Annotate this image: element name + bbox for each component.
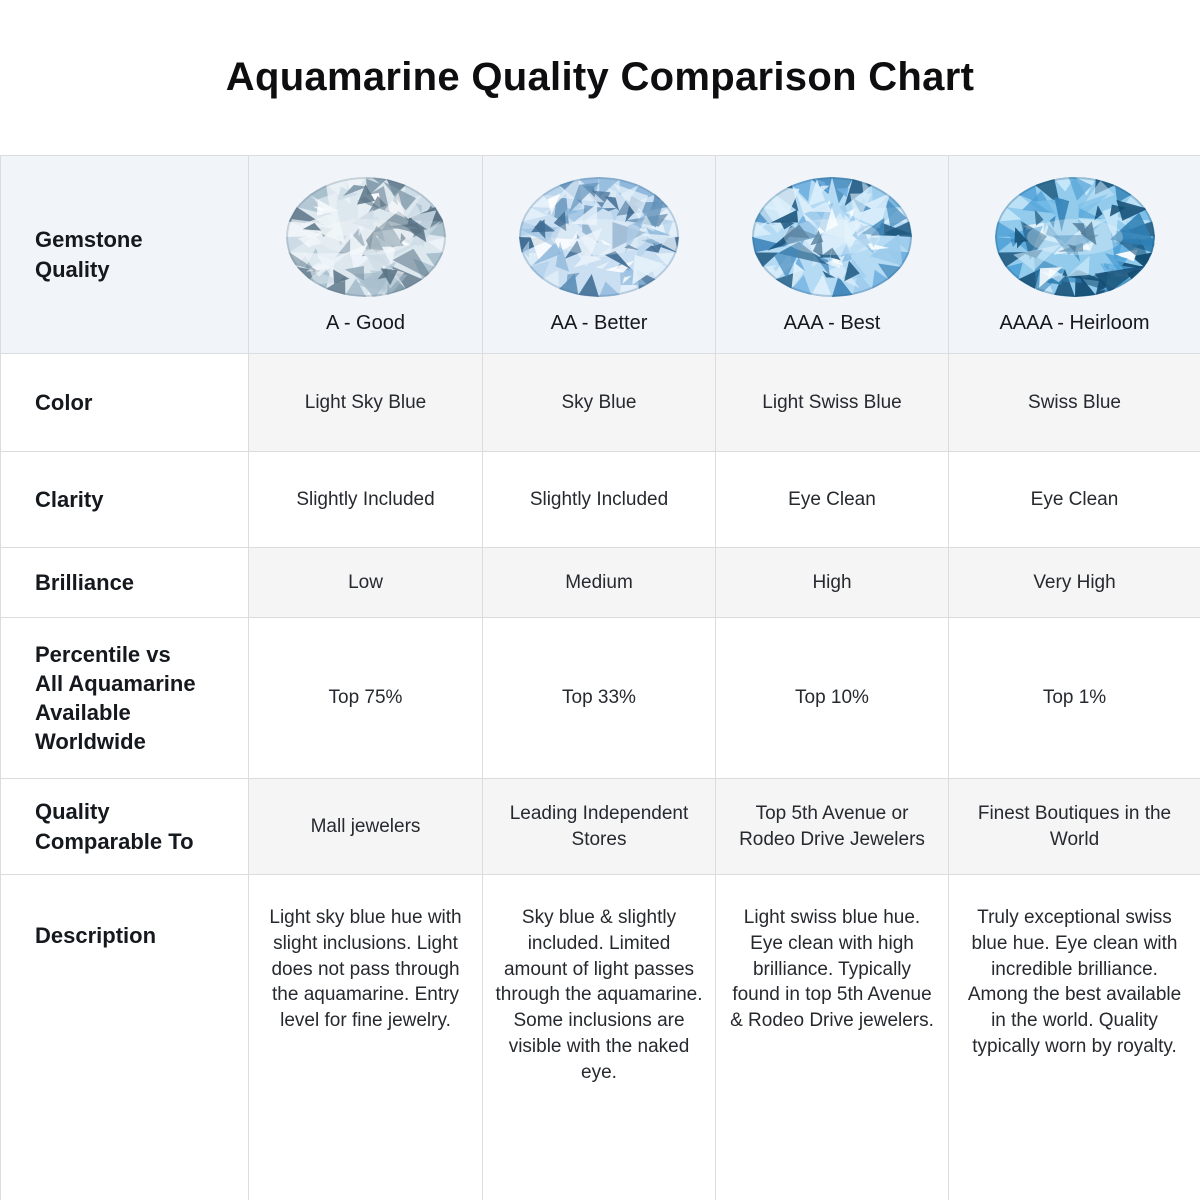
grade-column-aaaa — [949, 156, 1200, 354]
cell-color-aaa: Light Swiss Blue — [716, 354, 949, 452]
row-label-color: Color — [1, 354, 249, 452]
row-label-comparable: Quality Comparable To — [1, 779, 249, 875]
corner-label: Gemstone Quality — [1, 156, 249, 354]
cell-description-aaa: Light swiss blue hue. Eye clean with high brilliance. Typically found in top 5th Avenue & Rodeo Drive jewelers. — [716, 875, 949, 1200]
cell-brilliance-aa: Medium — [483, 548, 716, 618]
cell-comparable-aaaa: Finest Boutiques in the World — [949, 779, 1200, 875]
row-label-brilliance: Brilliance — [1, 548, 249, 618]
title-band — [0, 0, 1200, 155]
cell-percentile-aa: Top 33% — [483, 618, 716, 779]
grade-column-aaa — [716, 156, 949, 354]
cell-color-a: Light Sky Blue — [249, 354, 483, 452]
cell-clarity-a: Slightly Included — [249, 452, 483, 548]
cell-brilliance-aaaa: Very High — [949, 548, 1200, 618]
cell-comparable-a: Mall jewelers — [249, 779, 483, 875]
page-title: Aquamarine Quality Comparison Chart — [225, 55, 975, 99]
aquamarine-gem-image-aa — [517, 175, 681, 299]
cell-clarity-aa: Slightly Included — [483, 452, 716, 548]
cell-color-aaaa: Swiss Blue — [949, 354, 1200, 452]
grade-column-a — [249, 156, 483, 354]
grade-label-aa: AA - Better — [550, 311, 648, 334]
cell-description-aa: Sky blue & slightly included. Limited amount of light passes through the aquamarine. Some inclusions are visible with the naked eye. — [483, 875, 716, 1200]
cell-color-aa: Sky Blue — [483, 354, 716, 452]
cell-percentile-aaa: Top 10% — [716, 618, 949, 779]
cell-clarity-aaa: Eye Clean — [716, 452, 949, 548]
row-label-description: Description — [1, 875, 249, 1200]
cell-comparable-aa: Leading Independent Stores — [483, 779, 716, 875]
grade-column-aa — [483, 156, 716, 354]
row-label-percentile: Percentile vs All Aquamarine Available Worldwide — [1, 618, 249, 779]
row-label-clarity: Clarity — [1, 452, 249, 548]
cell-description-a: Light sky blue hue with slight inclusions. Light does not pass through the aquamarine. Entry level for fine jewelry. — [249, 875, 483, 1200]
aquamarine-gem-image-aaaa — [993, 175, 1157, 299]
cell-percentile-aaaa: Top 1% — [949, 618, 1200, 779]
cell-percentile-a: Top 75% — [249, 618, 483, 779]
cell-description-aaaa: Truly exceptional swiss blue hue. Eye clean with incredible brilliance. Among the best available in the world. Quality typically worn by royalty. — [949, 875, 1200, 1200]
cell-clarity-aaaa: Eye Clean — [949, 452, 1200, 548]
aquamarine-gem-image-aaa — [750, 175, 914, 299]
cell-brilliance-a: Low — [249, 548, 483, 618]
grade-label-aaa: AAA - Best — [783, 311, 881, 334]
grade-label-a: A - Good — [326, 311, 405, 334]
cell-comparable-aaa: Top 5th Avenue or Rodeo Drive Jewelers — [716, 779, 949, 875]
cell-brilliance-aaa: High — [716, 548, 949, 618]
comparison-table — [0, 155, 1200, 1200]
grade-label-aaaa: AAAA - Heirloom — [999, 311, 1150, 334]
aquamarine-gem-image-a — [284, 175, 448, 299]
